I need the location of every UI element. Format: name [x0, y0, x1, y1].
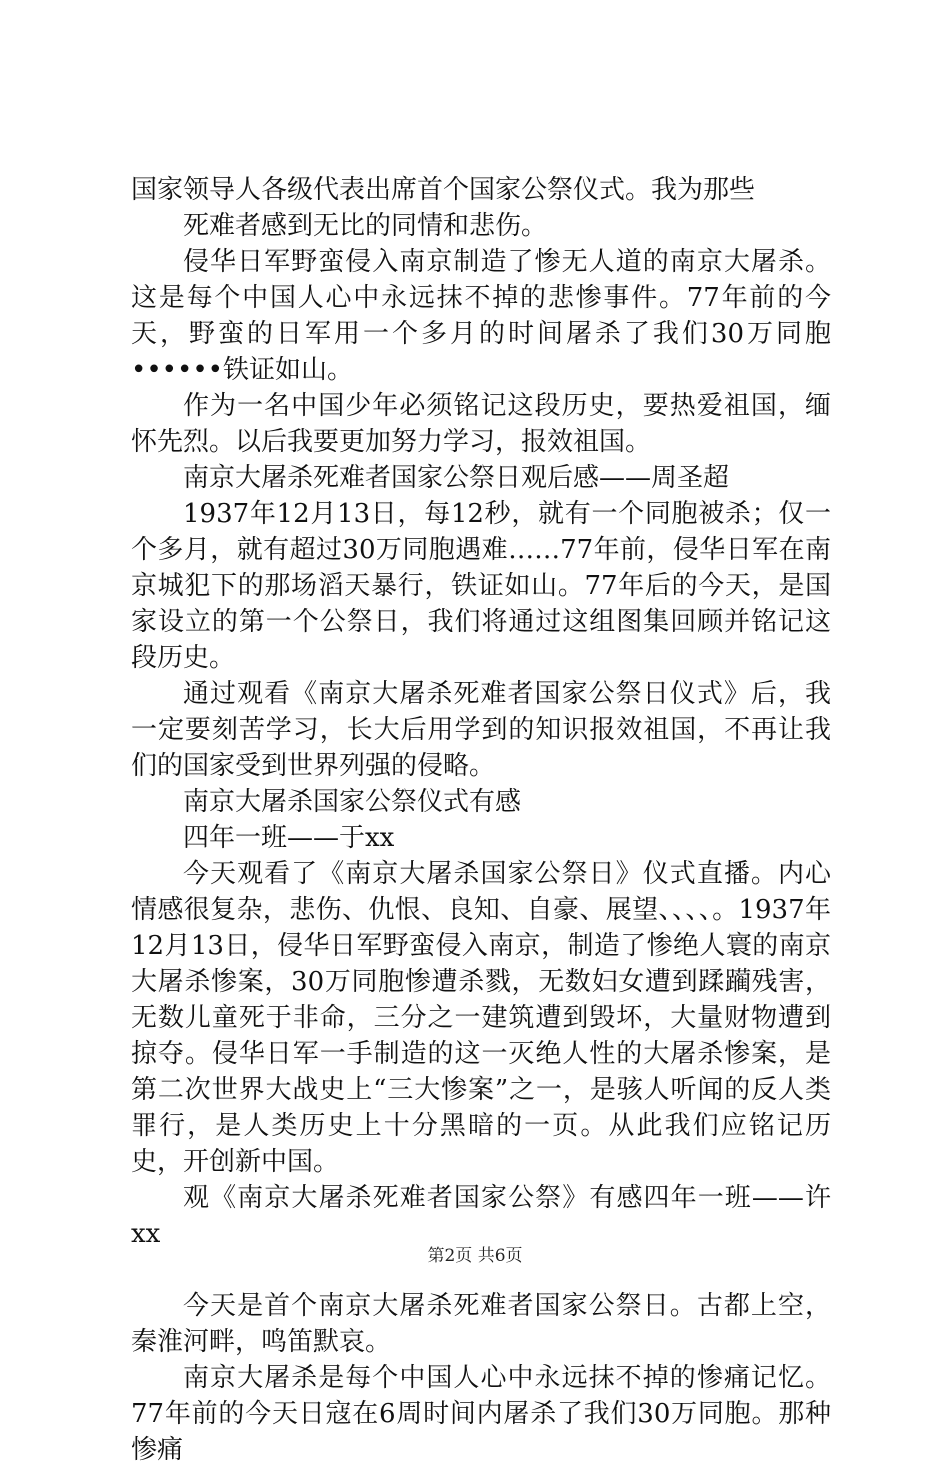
paragraph: 侵华日军野蛮侵入南京制造了惨无人道的南京大屠杀。这是每个中国人心中永远抹不掉的悲惨事件。77年前的今天，野蛮的日军用一个多月的时间屠杀了我们30万同胞••••••铁证如山。	[131, 247, 831, 385]
paragraph-heading: 观《南京大屠杀死难者国家公祭》有感四年一班——许xx	[131, 1183, 831, 1249]
paragraph: 死难者感到无比的同情和悲伤。	[183, 211, 548, 241]
paragraph: 1937年12月13日，每12秒，就有一个同胞被杀；仅一个多月，就有超过30万同胞遇难……77年前，侵华日军在南京城犯下的那场滔天暴行，铁证如山。77年后的今天，是国家设立的第一个公祭日，我们将通过这组图集回顾并铭记这段历史。	[131, 499, 831, 673]
paragraph-heading: 南京大屠杀国家公祭仪式有感	[183, 787, 522, 817]
document-body	[131, 172, 831, 1468]
paragraph: 通过观看《南京大屠杀死难者国家公祭日仪式》后，我一定要刻苦学习，长大后用学到的知识报效祖国，不再让我们的国家受到世界列强的侵略。	[131, 679, 831, 781]
paragraph: 南京大屠杀是每个中国人心中永远抹不掉的惨痛记忆。77年前的今天日寇在6周时间内屠杀了我们30万同胞。那种惨痛	[131, 1363, 831, 1465]
paragraph: 今天观看了《南京大屠杀国家公祭日》仪式直播。内心情感很复杂，悲伤、仇恨、良知、自豪、展望、、、、。1937年12月13日，侵华日军野蛮侵入南京，制造了惨绝人寰的南京大屠杀惨案，30万同胞惨遭杀戮，无数妇女遭到蹂躏残害，无数儿童死于非命，三分之一建筑遭到毁坏，大量财物遭到掠夺。侵华日军一手制造的这一灭绝人性的大屠杀惨案，是第二次世界大战史上“三大惨案”之一，是骇人听闻的反人类罪行，是人类历史上十分黑暗的一页。从此我们应铭记历史，开创新中国。	[131, 859, 831, 1177]
page-footer	[0, 1241, 950, 1266]
paragraph-heading: 南京大屠杀死难者国家公祭日观后感——周圣超	[183, 463, 730, 493]
page-number-label: 第2页 共6页	[427, 1246, 523, 1266]
paragraph: 国家领导人各级代表出席首个国家公祭仪式。我为那些	[131, 175, 756, 205]
paragraph-author: 四年一班——于xx	[183, 823, 395, 853]
paragraph: 作为一名中国少年必须铭记这段历史，要热爱祖国，缅怀先烈。以后我要更加努力学习，报效祖国。	[131, 391, 831, 457]
paragraph: 今天是首个南京大屠杀死难者国家公祭日。古都上空，秦淮河畔，鸣笛默哀。	[131, 1291, 831, 1357]
